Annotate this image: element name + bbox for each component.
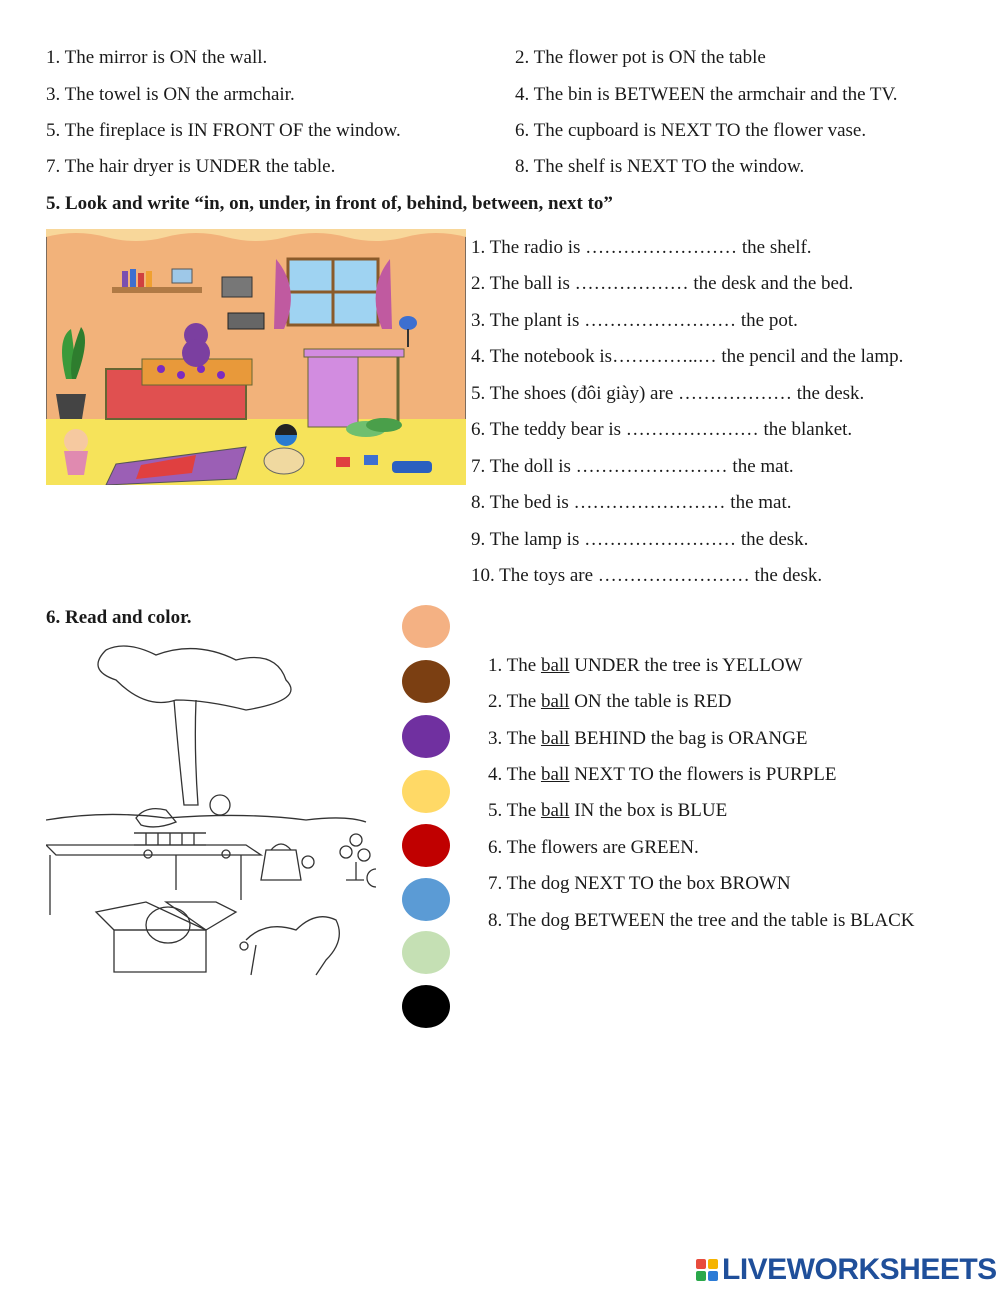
fill-blank-7: 7. The doll is …………………… the mat. — [471, 456, 794, 477]
color-instruction-5: 5. The ball IN the box is BLUE — [488, 800, 728, 821]
liveworksheets-brand[interactable] — [696, 1254, 997, 1286]
sentence-1: 1. The mirror is ON the wall. — [46, 47, 268, 68]
swatch-yellow[interactable] — [402, 770, 450, 813]
sentence-8: 8. The shelf is NEXT TO the window. — [515, 156, 805, 177]
color-instruction-3: 3. The ball BEHIND the bag is ORANGE — [488, 728, 808, 749]
swatch-red[interactable] — [402, 824, 450, 867]
fill-blank-5: 5. The shoes (đôi giày) are ……………… the desk. — [471, 383, 865, 404]
sentence-3: 3. The towel is ON the armchair. — [46, 84, 295, 105]
fill-blank-3: 3. The plant is …………………… the pot. — [471, 310, 798, 331]
brand-logo-square-3 — [696, 1271, 706, 1281]
sentence-5: 5. The fireplace is IN FRONT OF the window. — [46, 120, 401, 141]
brand-logo-icon — [696, 1259, 718, 1281]
fill-blank-2: 2. The ball is ……………… the desk and the bed. — [471, 273, 854, 294]
color-instruction-7: 7. The dog NEXT TO the box BROWN — [488, 873, 791, 894]
color-instruction-6: 6. The flowers are GREEN. — [488, 837, 699, 858]
color-instruction-8: 8. The dog BETWEEN the tree and the table is BLACK — [488, 910, 915, 931]
brand-logo-square-1 — [696, 1259, 706, 1269]
section-5-title: 5. Look and write “in, on, under, in front of, behind, between, next to” — [46, 193, 613, 214]
brand-logo-square-2 — [708, 1259, 718, 1269]
swatch-brown[interactable] — [402, 660, 450, 703]
color-instruction-4: 4. The ball NEXT TO the flowers is PURPLE — [488, 764, 837, 785]
fill-blank-8: 8. The bed is …………………… the mat. — [471, 492, 792, 513]
color-instruction-2: 2. The ball ON the table is RED — [488, 691, 732, 712]
yard-coloring-illustration — [46, 640, 376, 995]
swatch-blue[interactable] — [402, 878, 450, 921]
section-6-title: 6. Read and color. — [46, 607, 192, 628]
fill-blank-10: 10. The toys are …………………… the desk. — [471, 565, 823, 586]
swatch-light-green[interactable] — [402, 931, 450, 974]
sentence-4: 4. The bin is BETWEEN the armchair and the TV. — [515, 84, 898, 105]
fill-blank-4: 4. The notebook is…………..… the pencil and the lamp. — [471, 346, 904, 367]
swatch-black[interactable] — [402, 985, 450, 1028]
sentence-2: 2. The flower pot is ON the table — [515, 47, 766, 68]
fill-blank-6: 6. The teddy bear is ………………… the blanket. — [471, 419, 853, 440]
sentence-6: 6. The cupboard is NEXT TO the flower vase. — [515, 120, 867, 141]
bedroom-illustration — [46, 229, 466, 485]
swatch-purple[interactable] — [402, 715, 450, 758]
brand-logo-square-4 — [708, 1271, 718, 1281]
fill-blank-9: 9. The lamp is …………………… the desk. — [471, 529, 809, 550]
fill-blank-1: 1. The radio is …………………… the shelf. — [471, 237, 812, 258]
swatch-light-orange[interactable] — [402, 605, 450, 648]
sentence-7: 7. The hair dryer is UNDER the table. — [46, 156, 336, 177]
brand-name: LIVEWORKSHEETS — [722, 1253, 997, 1286]
color-instruction-1: 1. The ball UNDER the tree is YELLOW — [488, 655, 803, 676]
